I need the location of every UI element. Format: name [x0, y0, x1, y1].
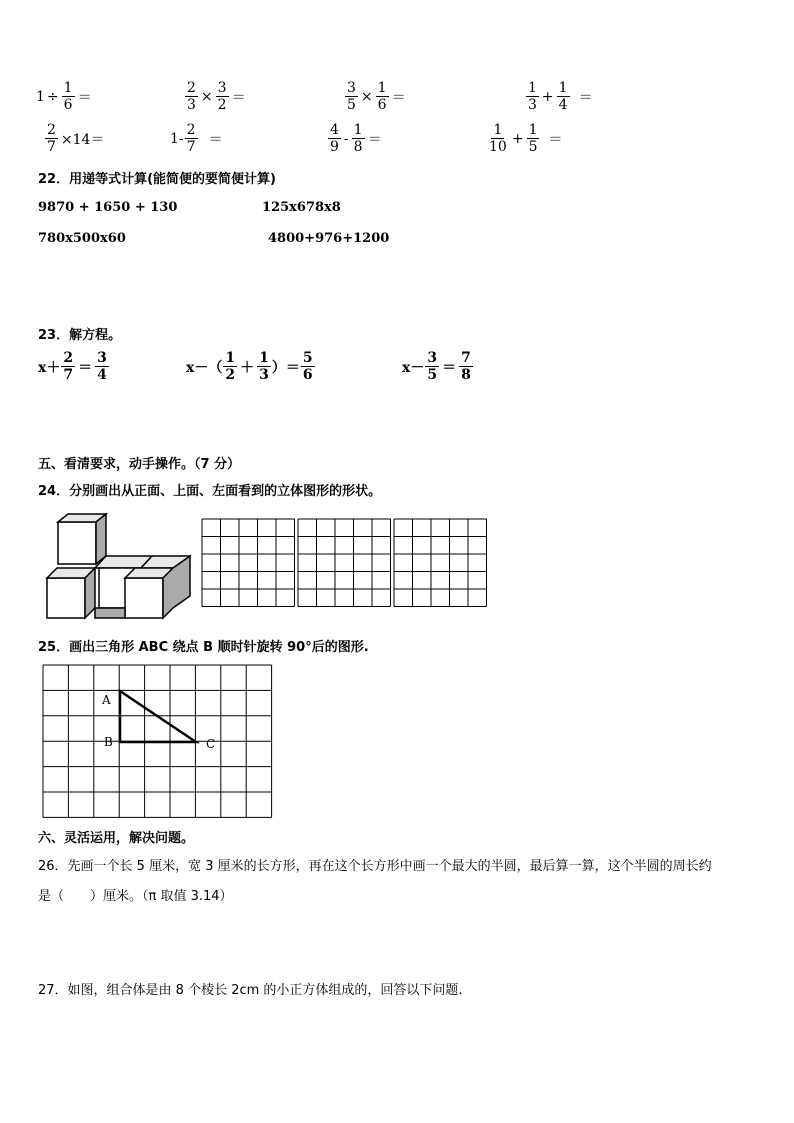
fraction: [95, 350, 109, 383]
calc-row1-item2: [184, 80, 248, 113]
denominator: 8: [353, 139, 363, 155]
numerator: 2: [186, 122, 196, 138]
fraction: [526, 80, 539, 113]
q27-text: 27．如图，组合体是由 8 个棱长 2cm 的小正方体组成的，回答以下问题.: [38, 983, 463, 998]
q22-item-3: 780x500x60: [38, 231, 126, 246]
expr-operator: ×: [360, 88, 373, 105]
fraction: [185, 80, 198, 113]
fraction: [459, 350, 473, 383]
q26-text-line2: 是（ ）厘米。（π 取值 3.14）: [38, 889, 233, 904]
expr-operator: +: [541, 88, 554, 105]
fraction: [62, 80, 75, 113]
q22-item-4: 4800+976+1200: [268, 231, 390, 246]
equals-sign: ＝: [367, 131, 382, 148]
numerator: 2: [187, 80, 196, 96]
numerator: 1: [63, 80, 73, 96]
numerator: 1: [353, 122, 363, 138]
numerator: 1: [528, 80, 537, 96]
section6-title: 六、灵活运用，解决问题。: [38, 831, 195, 846]
cube-face: [125, 578, 163, 618]
calc-row2-item1: [44, 122, 106, 155]
cube-face: [47, 578, 85, 618]
equation-term: ）＝: [271, 359, 300, 376]
numerator: 2: [63, 350, 74, 366]
denominator: 5: [528, 139, 538, 155]
fraction: [425, 350, 439, 383]
calc-row2-item3: [327, 122, 384, 155]
denominator: 2: [217, 97, 227, 113]
numerator: 3: [217, 80, 227, 96]
denominator: 10: [489, 139, 507, 155]
expr-number: 1: [36, 88, 45, 105]
cube-face: [85, 568, 95, 618]
fraction: [376, 80, 389, 113]
fraction: [345, 80, 358, 113]
q23-equation-3: [402, 350, 474, 383]
section5-title: 五、看清要求，动手操作。（7 分）: [38, 457, 241, 472]
expr-operator: ×14＝: [60, 131, 105, 148]
q23-equation-2: [186, 350, 316, 383]
triangle-abc: [120, 691, 196, 742]
q23-equation-1: [38, 350, 110, 383]
calc-row1-item1: [36, 80, 94, 113]
denominator: 5: [427, 367, 438, 383]
fraction: [257, 350, 271, 383]
cube-solid-figure: [44, 512, 194, 620]
denominator: 2: [225, 367, 236, 383]
denominator: 3: [528, 97, 537, 113]
numerator: 3: [427, 350, 438, 366]
denominator: 8: [461, 367, 471, 383]
equals-sign: ＝: [548, 131, 563, 148]
equals-sign: ＝: [391, 89, 406, 106]
q22-item-2: 125x678x8: [262, 200, 341, 215]
numerator: 1: [225, 350, 236, 366]
denominator: 3: [187, 97, 196, 113]
equals-sign: ＝: [442, 359, 457, 376]
fraction: [45, 122, 58, 155]
q22-title: 22．用递等式计算(能简便的要简便计算): [38, 172, 276, 187]
numerator: 1: [558, 80, 568, 96]
fraction: [527, 122, 540, 155]
top-view-grid[interactable]: [297, 518, 392, 608]
q22-item-1: 9870 + 1650 + 130: [38, 200, 178, 215]
q23-title: 23．解方程。: [38, 328, 122, 343]
numerator: 7: [461, 350, 471, 366]
expr-operator: +: [511, 130, 524, 147]
fraction: [557, 80, 570, 113]
denominator: 5: [347, 97, 356, 113]
expr-operator: -: [343, 130, 349, 147]
numerator: 1: [493, 122, 503, 138]
numerator: 1: [377, 80, 387, 96]
fraction: [487, 122, 509, 155]
equals-sign: ＝: [77, 89, 92, 106]
expr-number: 1-: [170, 130, 184, 147]
denominator: 7: [63, 367, 74, 383]
plus-sign: ＋: [240, 359, 255, 376]
numerator: 2: [47, 122, 56, 138]
fraction: [352, 122, 365, 155]
denominator: 6: [63, 97, 73, 113]
q25-text: 25．画出三角形 ABC 绕点 B 顺时针旋转 90°后的图形.: [38, 640, 369, 655]
denominator: 4: [97, 367, 107, 383]
cube-face: [95, 608, 125, 618]
calc-row1-item3: [344, 80, 408, 113]
numerator: 1: [528, 122, 538, 138]
equals-sign: ＝: [208, 131, 223, 148]
denominator: 6: [377, 97, 387, 113]
equals-sign: ＝: [78, 359, 93, 376]
calc-row2-item4: [486, 122, 564, 155]
left-view-grid[interactable]: [393, 518, 488, 608]
denominator: 4: [558, 97, 568, 113]
numerator: 4: [330, 122, 339, 138]
point-b-label: B: [104, 735, 113, 749]
numerator: 1: [259, 350, 269, 366]
fraction: [216, 80, 229, 113]
denominator: 3: [259, 367, 269, 383]
calc-row1-item4: [525, 80, 595, 113]
fraction: [223, 350, 237, 383]
front-view-grid[interactable]: [201, 518, 296, 608]
equals-sign: ＝: [578, 89, 593, 106]
cube-face: [96, 514, 106, 564]
equation-term: x－: [402, 359, 425, 376]
cube-face: [58, 522, 96, 564]
fraction: [328, 122, 341, 155]
denominator: 9: [330, 139, 339, 155]
denominator: 7: [186, 139, 196, 155]
fraction: [301, 350, 315, 383]
q26-text-line1: 26．先画一个长 5 厘米，宽 3 厘米的长方形，再在这个长方形中画一个最大的半圆，最后算一算，这个半圆的周长约: [38, 859, 712, 874]
denominator: 6: [302, 367, 313, 383]
numerator: 5: [302, 350, 313, 366]
denominator: 7: [47, 139, 56, 155]
calc-row2-item2: [170, 122, 225, 155]
rotation-grid[interactable]: [42, 664, 274, 820]
fraction: [185, 122, 198, 155]
expr-operator: ×: [200, 88, 213, 105]
numerator: 3: [97, 350, 107, 366]
equation-term: x－（: [186, 359, 223, 376]
fraction: [61, 350, 75, 383]
equation-term: x＋: [38, 359, 61, 376]
q24-text: 24．分别画出从正面、上面、左面看到的立体图形的形状。: [38, 484, 382, 499]
expr-operator: ÷: [46, 88, 59, 105]
equals-sign: ＝: [231, 89, 246, 106]
point-a-label: A: [102, 693, 111, 707]
numerator: 3: [347, 80, 356, 96]
point-c-label: C: [206, 737, 216, 751]
